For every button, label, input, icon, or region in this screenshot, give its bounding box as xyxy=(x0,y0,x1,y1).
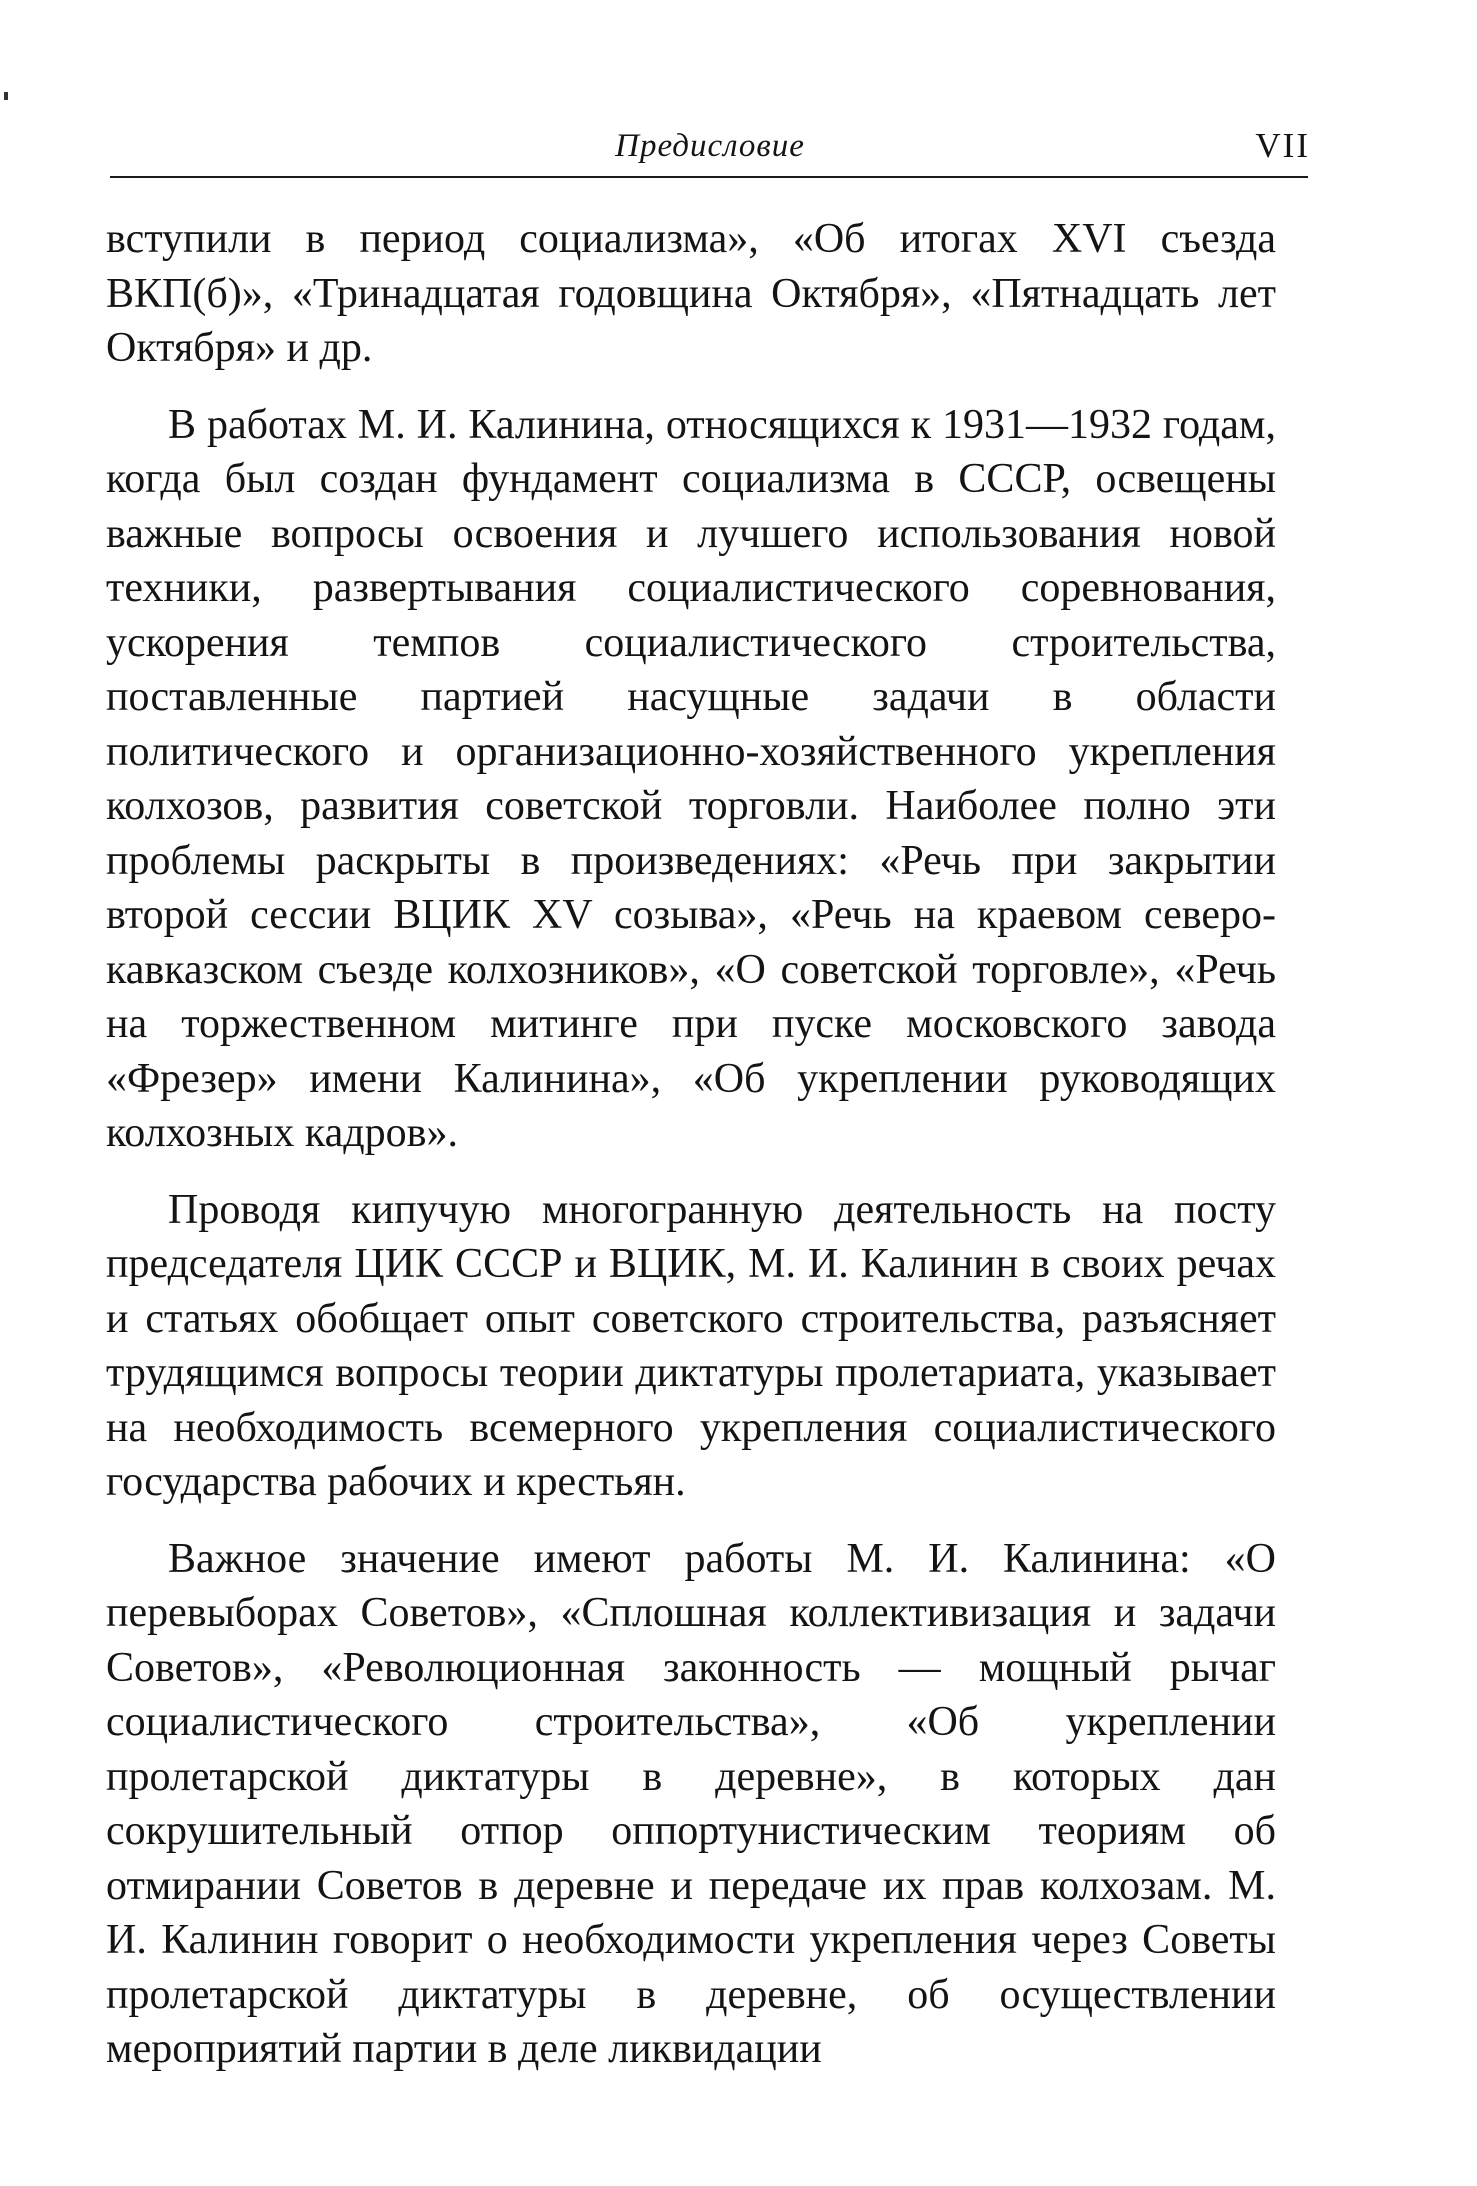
page-number: VII xyxy=(1255,126,1310,165)
paragraph: Проводя кипучую многогранную деятельность на посту председателя ЦИК СССР и ВЦИК, М. И. Калинин в своих речах и статьях обобщает опыт советского строительства, разъясняет трудящимся вопросы теории диктатуры пролетариата, указывает на необходимость всемерного укрепления социалистического государства рабочих и крестьян. xyxy=(106,1186,1276,1505)
body-text xyxy=(106,212,1276,2099)
running-header xyxy=(110,122,1310,174)
paragraph: Важное значение имеют работы М. И. Калинина: «О перевыборах Советов», «Сплошная коллективизация и задачи Советов», «Революционная законность — мощный рычаг социалистического строительства», «Об укреплении пролетарской диктатуры в деревне», в которых дан сокрушительный отпор оппортунистическим теориям об отмирании Советов в деревне и передаче их прав колхозам. М. И. Калинин говорит о необходимости укрепления через Советы пролетарской диктатуры в деревне, об осуществлении мероприятий партии в деле ликвидации xyxy=(106,1535,1276,2072)
paragraph: В работах М. И. Калинина, относящихся к 1931—1932 годам, когда был создан фундамент социализма в СССР, освещены важные вопросы освоения и лучшего использования новой техники, развертывания социалистического соревнования, ускорения темпов социалистического строительства, поставленные партией насущные задачи в области политического и организационно-хозяйственного укрепления колхозов, развития советской торговли. Наиболее полно эти проблемы раскрыты в произведениях: «Речь при закрытии второй сессии ВЦИК XV созыва», «Речь на краевом северо-кавказском съезде колхозников», «О советской торговле», «Речь на торжественном митинге при пуске московского завода «Фрезер» имени Калинина», «Об укреплении руководящих колхозных кадров». xyxy=(106,401,1276,1156)
scan-speck xyxy=(4,92,8,100)
running-head-title: Предисловие xyxy=(615,128,805,164)
paragraph-continued: вступили в период социализма», «Об итогах XVI съезда ВКП(б)», «Тринадцатая годовщина Октября», «Пятнадцать лет Октября» и др. xyxy=(106,216,1276,371)
header-rule xyxy=(110,176,1308,178)
